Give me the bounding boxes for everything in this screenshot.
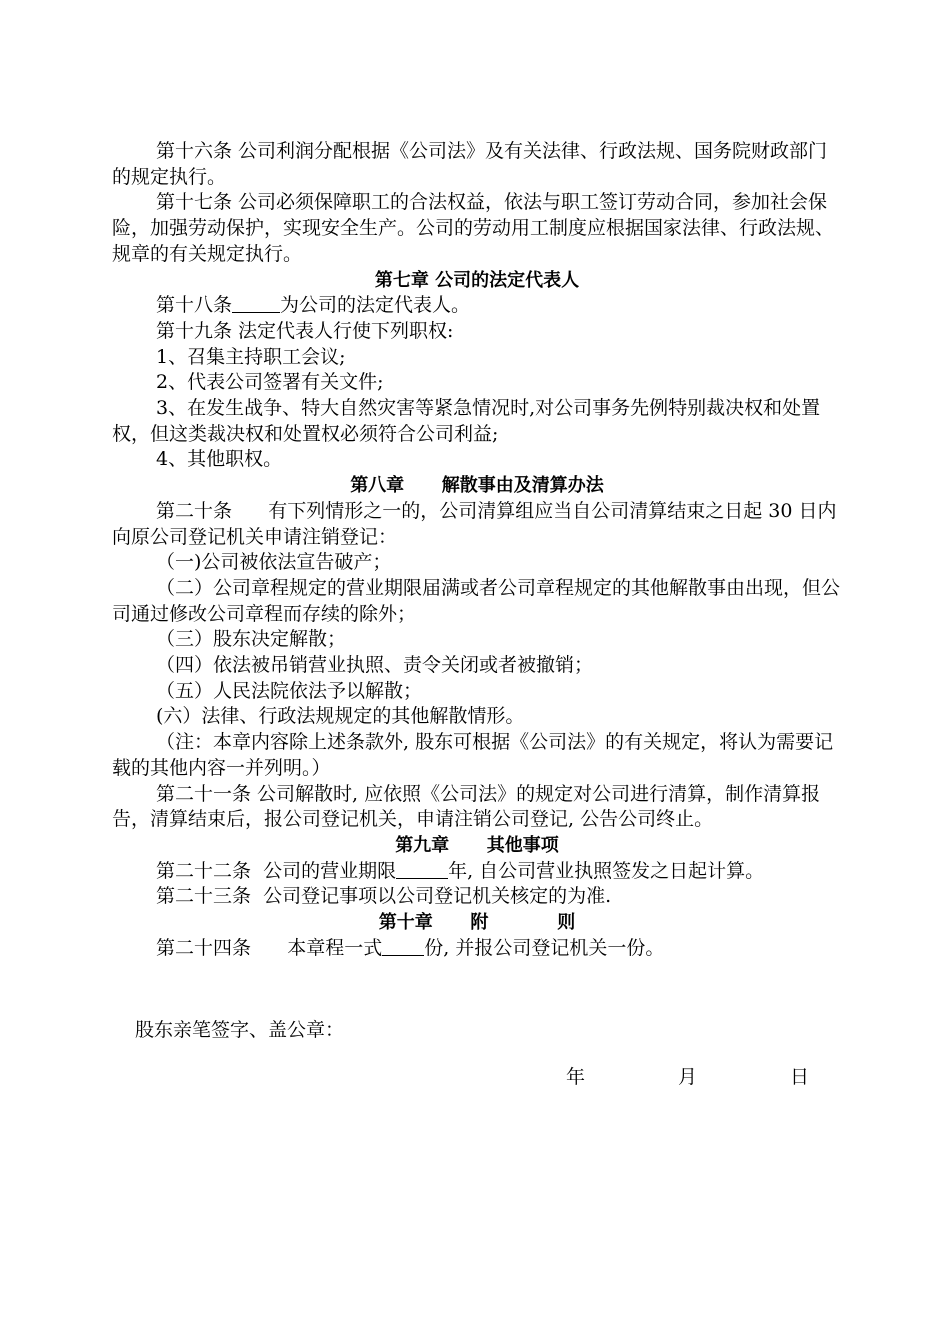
- article-16: 第十六条 公司利润分配根据《公司法》及有关法律、行政法规、国务院财政部门的规定执行。: [112, 140, 828, 188]
- document-body: [112, 139, 842, 962]
- article-22-end: 年, 自公司营业执照签发之日起计算。: [448, 859, 765, 882]
- date-month-label: 月: [678, 1066, 698, 1088]
- article-22-start: 第二十二条 公司的营业期限: [156, 859, 397, 882]
- article-22: [112, 859, 842, 885]
- article-17: 第十七条 公司必须保障职工的合法权益，依法与职工签订劳动合同，参加社会保险，加强劳动保护，实现安全生产。公司的劳动用工制度应根据国家法律、行政法规、规章的有关规定执行。: [112, 191, 835, 265]
- article-23: 第二十三条 公司登记事项以公司登记机关核定的为准.: [156, 885, 612, 908]
- article-19-item-4: 4、其他职权。: [156, 448, 283, 471]
- article-19-item-3: 3、在发生战争、特大自然灾害等紧急情况时,对公司事务先例特别裁决权和处置权，但这类裁决权和处置权必须符合公司利益;: [112, 397, 821, 445]
- dissolution-item-5: （五）人民法院依法予以解散；: [156, 679, 423, 702]
- chapter-7-heading: 第七章 公司的法定代表人: [374, 269, 580, 291]
- article-24: [112, 936, 842, 962]
- article-18-start: 第十八条: [156, 294, 233, 317]
- dissolution-item-6: (六）法律、行政法规规定的其他解散情形。: [156, 705, 525, 728]
- chapter-9-heading: 第九章 其他事项: [395, 834, 559, 856]
- date-day-label: 日: [790, 1066, 810, 1088]
- dissolution-item-2: （二）公司章程规定的营业期限届满或者公司章程规定的其他解散事由出现，但公司通过修改公司章程而存续的除外；: [112, 576, 841, 625]
- dissolution-item-3: （三）股东决定解散；: [156, 628, 347, 651]
- chapter-8-note: （注：本章内容除上述条款外, 股东可根据《公司法》的有关规定，将认为需要记载的其他内容一并列明。）: [112, 731, 834, 779]
- article-24-end: 份, 并报公司登记机关一份。: [424, 936, 665, 959]
- dissolution-item-4: （四）依法被吊销营业执照、责令关闭或者被撤销；: [156, 654, 594, 677]
- dissolution-item-1: （一)公司被依法宣告破产；: [156, 551, 392, 574]
- representative-blank: [232, 294, 280, 313]
- chapter-10-heading: 第十章 附 则: [378, 912, 576, 934]
- term-blank: [396, 860, 448, 879]
- article-21: 第二十一条 公司解散时, 应依照《公司法》的规定对公司进行清算，制作清算报告，清算结束后，报公司登记机关，申请注销公司登记, 公告公司终止。: [112, 782, 821, 831]
- date-year-label: 年: [566, 1066, 586, 1088]
- signature-line: 股东亲笔签字、盖公章：: [135, 1019, 345, 1041]
- article-19-item-2: 2、代表公司签署有关文件;: [156, 371, 384, 394]
- article-18-end: 为公司的法定代表人。: [280, 294, 471, 317]
- article-20: 第二十条 有下列情形之一的，公司清算组应当自公司清算结束之日起 30 日内向原公司登记机关申请注销登记：: [112, 499, 837, 548]
- chapter-8-heading: 第八章 解散事由及清算办法: [350, 475, 604, 497]
- copies-blank: [382, 937, 424, 956]
- article-19: 第十九条 法定代表人行使下列职权:: [156, 319, 454, 342]
- article-18: [112, 293, 842, 319]
- article-19-item-1: 1、召集主持职工会议;: [156, 345, 346, 368]
- article-24-start: 第二十四条 本章程一式: [156, 936, 383, 959]
